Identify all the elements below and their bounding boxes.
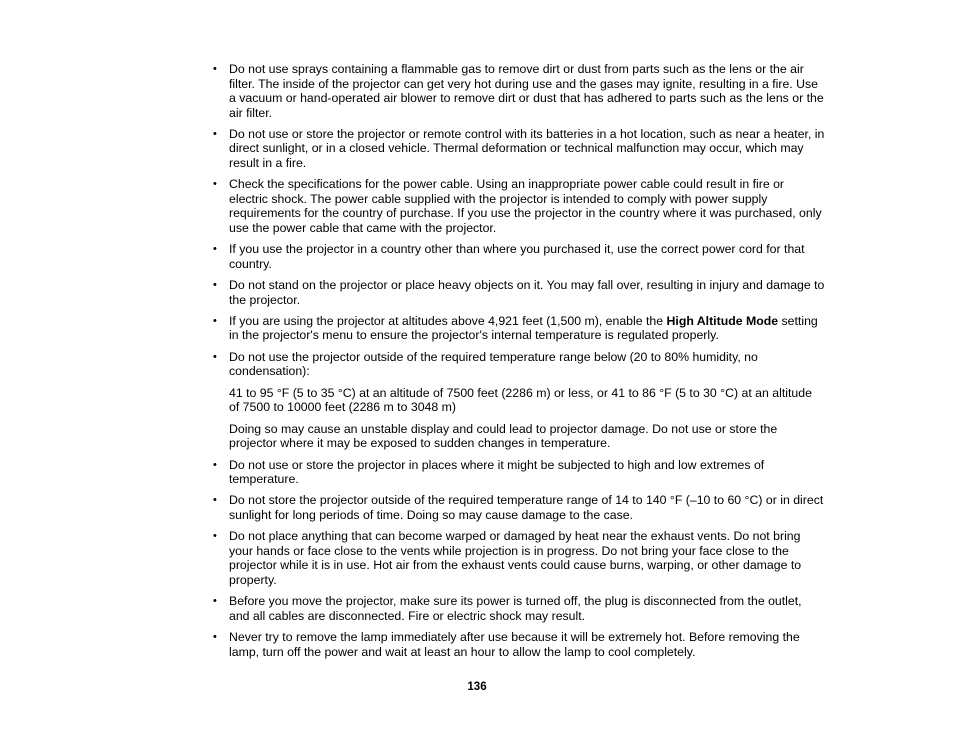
item-text: Do not store the projector outside of the required temperature range of 14 to 140 °F (–10 to 60 °C) or in direct sunlight for long periods of time. Doing so may cause damage to the case. (229, 493, 824, 522)
temperature-range-text: 41 to 95 °F (5 to 35 °C) at an altitude of 7500 feet (2286 m) or less, or 41 to 86 °F (5 to 30 °C) at an altitude of 7500 to 10000 feet (2286 m to 3048 m) (229, 385, 812, 415)
page-number: 136 (467, 681, 487, 693)
bullet-icon: • (213, 595, 217, 608)
item-text: Check the specifications for the power cable. Using an inappropriate power cable could result in fire or electric shock. The power cable supplied with the projector is intended to comply with power supply requirements for the country of purchase. If you use the projector in the country where it was purchased, only use the power cable that came with the projector. (229, 177, 822, 235)
item-text: Do not use or store the projector in places where it might be subjected to high and low extremes of temperature. (229, 457, 765, 487)
bullet-icon: • (213, 178, 217, 191)
high-altitude-mode-label: High Altitude Mode (666, 313, 779, 328)
bullet-icon: • (213, 631, 217, 644)
bullet-icon: • (213, 350, 217, 363)
item-text: If you use the projector in a country other than where you purchased it, use the correct power cord for that country. (229, 242, 805, 271)
item-text: Do not use sprays containing a flammable gas to remove dirt or dust from parts such as the lens or the air filter. The inside of the projector can get very hot during use and the gases may ignite, resulting in a fire. Use a vacuum or hand-operated air blower to remove dirt or dust that has adhered to parts such as the lens or the air filter. (229, 62, 824, 120)
list-item (213, 127, 825, 171)
bullet-icon: • (213, 458, 217, 471)
list-item (213, 529, 825, 587)
item-text: Do not place anything that can become warped or damaged by heat near the exhaust vents. Do not bring your hands or face close to the vents while projection is in progress. Do not bring your face close to the projector while it is in use. Hot air from the exhaust vents could cause burns, warping, or other damage to property. (229, 529, 802, 587)
list-item (213, 458, 825, 487)
item-text: Do not use the projector outside of the required temperature range below (20 to 80% humidity, no condensation): (229, 349, 758, 379)
list-item (213, 493, 825, 522)
bullet-icon: • (213, 314, 217, 327)
item-text: Do not use or store the projector or remote control with its batteries in a hot location, such as near a heater, in direct sunlight, or in a closed vehicle. Thermal deformation or technical malfunction may occur, which may result in a fire. (229, 126, 825, 170)
item-text (229, 314, 825, 343)
list-item (213, 630, 825, 659)
list-item (213, 314, 825, 343)
list-item (213, 350, 825, 451)
item-text: Never try to remove the lamp immediately after use because it will be extremely hot. Before removing the lamp, turn off the power and wait at least an hour to allow the lamp to cool completely. (229, 630, 800, 659)
altitude-text-after: setting in the projector's menu to ensure the projector's internal temperature is regulated properly. (229, 313, 818, 343)
bullet-icon: • (213, 243, 217, 256)
list-item (213, 177, 825, 235)
bullet-icon: • (213, 494, 217, 507)
item-followup-text: Doing so may cause an unstable display and could lead to projector damage. Do not use or store the projector where it may be exposed to sudden changes in temperature. (229, 421, 778, 451)
bullet-icon: • (213, 530, 217, 543)
safety-bullet-list (213, 62, 825, 666)
bullet-icon: • (213, 127, 217, 140)
item-text: Before you move the projector, make sure its power is turned off, the plug is disconnected from the outlet, and all cables are disconnected. Fire or electric shock may result. (229, 594, 802, 623)
list-item (213, 242, 825, 271)
bullet-icon: • (213, 279, 217, 292)
item-text: Do not stand on the projector or place heavy objects on it. You may fall over, resulting in injury and damage to the projector. (229, 278, 825, 307)
list-item (213, 62, 825, 120)
list-item (213, 594, 825, 623)
altitude-text-before: If you are using the projector at altitudes above 4,921 feet (1,500 m), enable the (229, 313, 667, 328)
list-item (213, 278, 825, 307)
bullet-icon: • (213, 63, 217, 75)
